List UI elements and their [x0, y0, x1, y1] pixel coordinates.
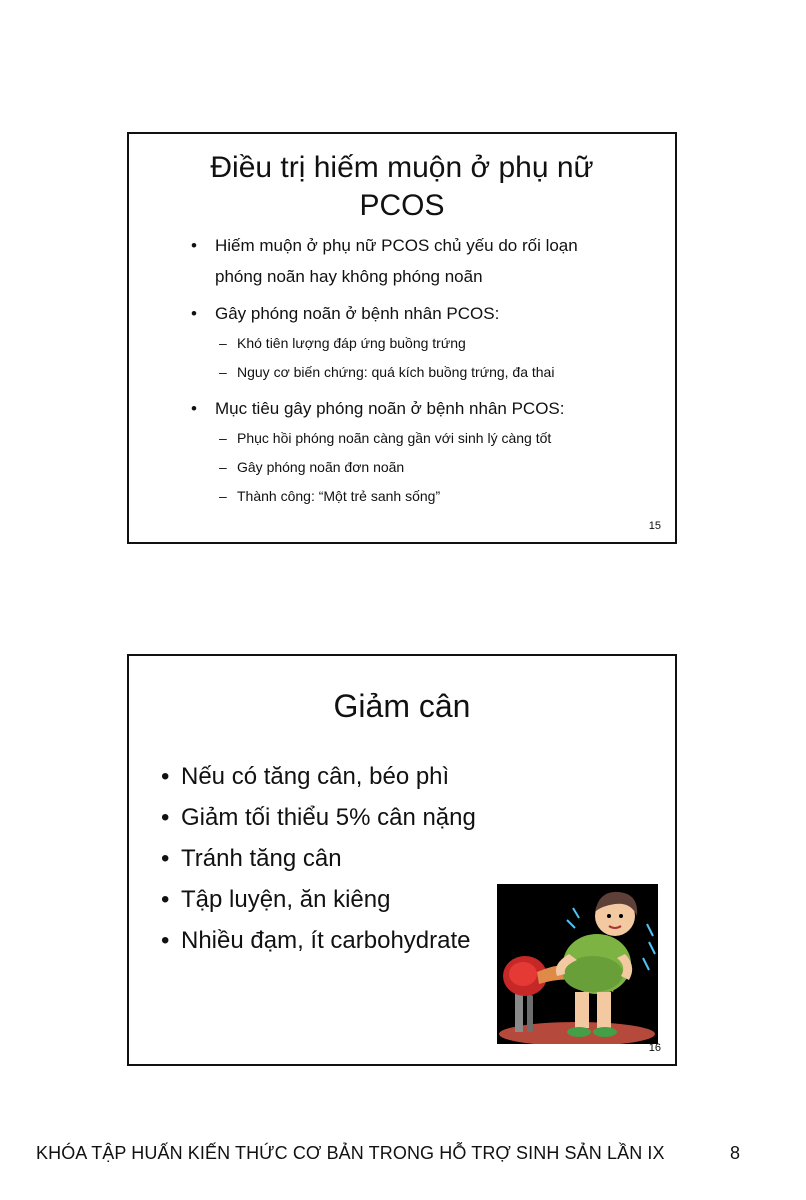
sub-bullet-item: – Thành công: “Một trẻ sanh sống”: [191, 482, 661, 511]
title-line-1: Điều trị hiếm muộn ở phụ nữ: [210, 151, 594, 184]
bullet-item: • Gây phóng noãn ở bệnh nhân PCOS:: [191, 298, 661, 329]
bullet-item: • Nếu có tăng cân, béo phì: [161, 756, 476, 797]
sub-bullet-item: – Khó tiên lượng đáp ứng buồng trứng: [191, 329, 661, 358]
sub-bullet-item: – Phục hồi phóng noãn càng gần với sinh lý càng tốt: [191, 424, 661, 453]
bullet-item: • Tránh tăng cân: [161, 838, 476, 879]
title-line-2: PCOS: [359, 189, 445, 222]
slide-number: 15: [648, 520, 661, 532]
sub-bullet-item: – Nguy cơ biến chứng: quá kích buồng trứng, đa thai: [191, 358, 661, 387]
sub-bullet-item: – Gây phóng noãn đơn noãn: [191, 453, 661, 482]
page-number: 8: [730, 1143, 741, 1163]
slide-title: [129, 149, 675, 225]
bullet-item: • Nhiều đạm, ít carbohydrate: [161, 920, 476, 961]
exercise-clipart-icon: [497, 884, 658, 1044]
bullet-list: [161, 756, 476, 961]
bullet-item: • Hiếm muộn ở phụ nữ PCOS chủ yếu do rối loạn phóng noãn hay không phóng noãn: [191, 230, 661, 292]
slide-15: [127, 132, 677, 544]
slide-number: 16: [648, 1042, 661, 1054]
footer-text: KHÓA TẬP HUẤN KIẾN THỨC CƠ BẢN TRONG HỖ TRỢ SINH SẢN LẦN IX: [36, 1143, 665, 1163]
bullet-item: • Tập luyện, ăn kiêng: [161, 879, 476, 920]
bullet-item: • Giảm tối thiểu 5% cân nặng: [161, 797, 476, 838]
slide-16: [127, 654, 677, 1066]
bullet-list: [191, 230, 661, 511]
bullet-item: • Mục tiêu gây phóng noãn ở bệnh nhân PCOS:: [191, 393, 661, 424]
slide-title: Giảm cân: [333, 688, 471, 724]
